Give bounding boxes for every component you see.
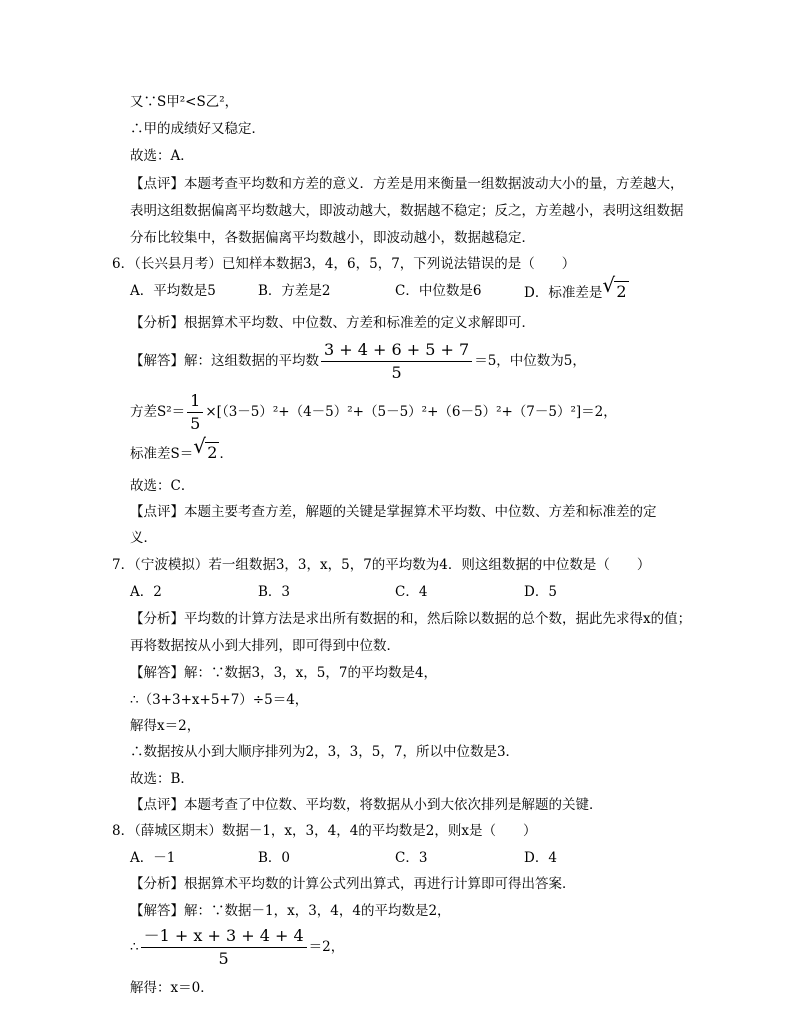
option-d-label: D．标准差是 [524,285,603,301]
option-d [524,273,629,303]
fraction [187,390,203,435]
option-c: C．4 [395,584,428,600]
question-8: 8．（薛城区期末）数据－1，x，3，4，4的平均数是2，则x是（ ） [112,823,537,839]
analysis: 【分析】根据算术平均数的计算公式列出算式，再进行计算即可得出答案． [130,876,576,892]
solution: 解得x＝2， [130,718,201,734]
option-c: C．3 [395,850,428,866]
numerator: 3 + 4 + 6 + 5 + 7 [321,339,472,362]
option-b: B．方差是2 [258,283,331,299]
solution: 【解答】解：∵数据3，3，x，5，7的平均数是4， [130,665,438,681]
question-6: 6．（长兴县月考）已知样本数据3，4，6，5，7，下列说法错误的是（ ） [112,256,576,272]
sqrt-symbol: √ 2 [602,273,627,301]
option-b: B．3 [258,584,291,600]
answer: 故选：C． [130,478,195,494]
fraction [141,925,307,970]
solution: ∴（3+3+x+5+7）÷5＝4， [130,692,309,708]
analysis: 【分析】根据算术平均数、中位数、方差和标准差的定义求解即可． [130,315,535,331]
text-line: 表明这组数据偏离平均数越大，即波动越大，数据越不稳定；反之，方差越小，表明这组数据 [130,203,684,219]
denominator: 5 [391,363,402,382]
option-d: D．4 [524,850,557,866]
solution-fraction-line [130,923,344,971]
text-span: ＝2， [308,939,345,955]
text-span: ×[（3－5）²+（4－5）²+（5－5）²+（6－5）²+（7－5）²]＝2， [205,404,617,420]
text-line: ∴甲的成绩好又稳定． [130,121,265,137]
text-line: 又∵S甲²<S乙²， [130,94,239,110]
text-span: 方差S²＝ [130,404,186,420]
radicand: 2 [616,282,627,301]
option-a: A．－1 [130,850,176,866]
text-span: 标准差S＝ [130,446,194,462]
text-span: 【解答】解：这组数据的平均数 [130,353,319,369]
question-7: 7．（宁波模拟）若一组数据3，3，x，5，7的平均数为4．则这组数据的中位数是（ ） [112,557,651,573]
comment: 【点评】本题主要考查方差，解题的关键是掌握算术平均数、中位数、方差和标准差的定 [130,504,657,520]
numerator: 1 [187,390,203,413]
option-d: D．5 [524,584,557,600]
sqrt-symbol: √ 2 [193,434,218,462]
text-span: ． [219,446,233,462]
answer: 故选：B． [130,771,194,787]
text-line: 故选：A． [130,148,194,164]
text-line: 【点评】本题考查平均数和方差的意义．方差是用来衡量一组数据波动大小的量，方差越大， [130,176,684,192]
solution-line [130,337,586,385]
comment: 【点评】本题考查了中位数、平均数，将数据从小到大依次排列是解题的关键． [130,797,603,813]
solution: ∴数据按从小到大顺序排列为2，3，3，5，7，所以中位数是3． [130,744,520,760]
numerator: －1 + x + 3 + 4 + 4 [141,925,307,948]
option-a: A．平均数是5 [130,283,216,299]
text-span: ∴ [130,939,139,955]
fraction [321,339,472,384]
variance-line [130,388,617,436]
analysis: 再将数据按从小到大排列，即可得到中位数． [130,638,400,654]
text-line: 分布比较集中，各数据偏离平均数越小，即波动越小，数据越稳定． [130,230,535,246]
option-b: B．0 [258,850,291,866]
std-dev-line [130,434,233,464]
radicand: 2 [207,443,218,462]
text-span: ＝5，中位数为5， [474,353,586,369]
option-c: C．中位数是6 [395,283,482,299]
comment: 义． [130,530,157,546]
solution: 【解答】解：∵数据－1，x，3，4，4的平均数是2， [130,903,451,919]
denominator: 5 [218,949,229,968]
analysis: 【分析】平均数的计算方法是求出所有数据的和，然后除以数据的总个数，据此先求得x的值； [130,611,692,627]
option-a: A．2 [130,584,162,600]
solution: 解得：x＝0． [130,980,214,996]
denominator: 5 [190,414,201,433]
